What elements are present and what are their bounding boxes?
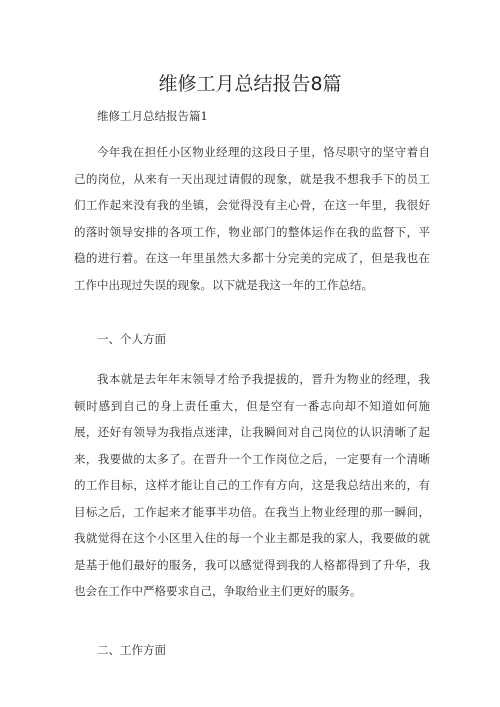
paragraph-intro: 今年我在担任小区物业经理的这段日子里，恪尽职守的坚守着自己的岗位，从来有一天出现过请假的现象，就是我不想我手下的员工们工作起来没有我的坐镇，会觉得没有主心骨，在这一年里，我很好的落时领导安排的各项工作，物业部门的整体运作在我的监督下，平稳的进行着。在这一年里虽然大多都十分完美的完成了，但是我也在工作中出现过失误的现象。以下就是我这一年的工作总结。 — [74, 145, 430, 292]
document-subtitle: 维修工月总结报告篇1 — [97, 109, 208, 123]
section-heading-work: 二、工作方面 — [97, 643, 166, 657]
paragraph-personal: 我本就是去年年末领导才给予我提拔的，晋升为物业的经理，我顿时感到自己的身上责任重大，但是空有一番志向却不知道如何施展，还好有领导为我指点迷津，让我瞬间对自己岗位的认识清晰了起来，我要做的太多了。在晋升一个工作岗位之后，一定要有一个清晰的工作目标，这样才能让自己的工作有方向，这是我总结出来的，有目标之后，工作起来才能事半功倍。在我当上物业经理的那一瞬间，我就觉得在这个小区里入住的每一个业主都是我的家人，我要做的就是基于他们最好的服务，我可以感觉得到我的人格都得到了升华，我也会在工作中严格要求自己，争取给业主们更好的服务。 — [74, 372, 430, 598]
section-heading-personal: 一、个人方面 — [97, 332, 166, 346]
document-title: 维修工月总结报告8篇 — [158, 73, 342, 95]
